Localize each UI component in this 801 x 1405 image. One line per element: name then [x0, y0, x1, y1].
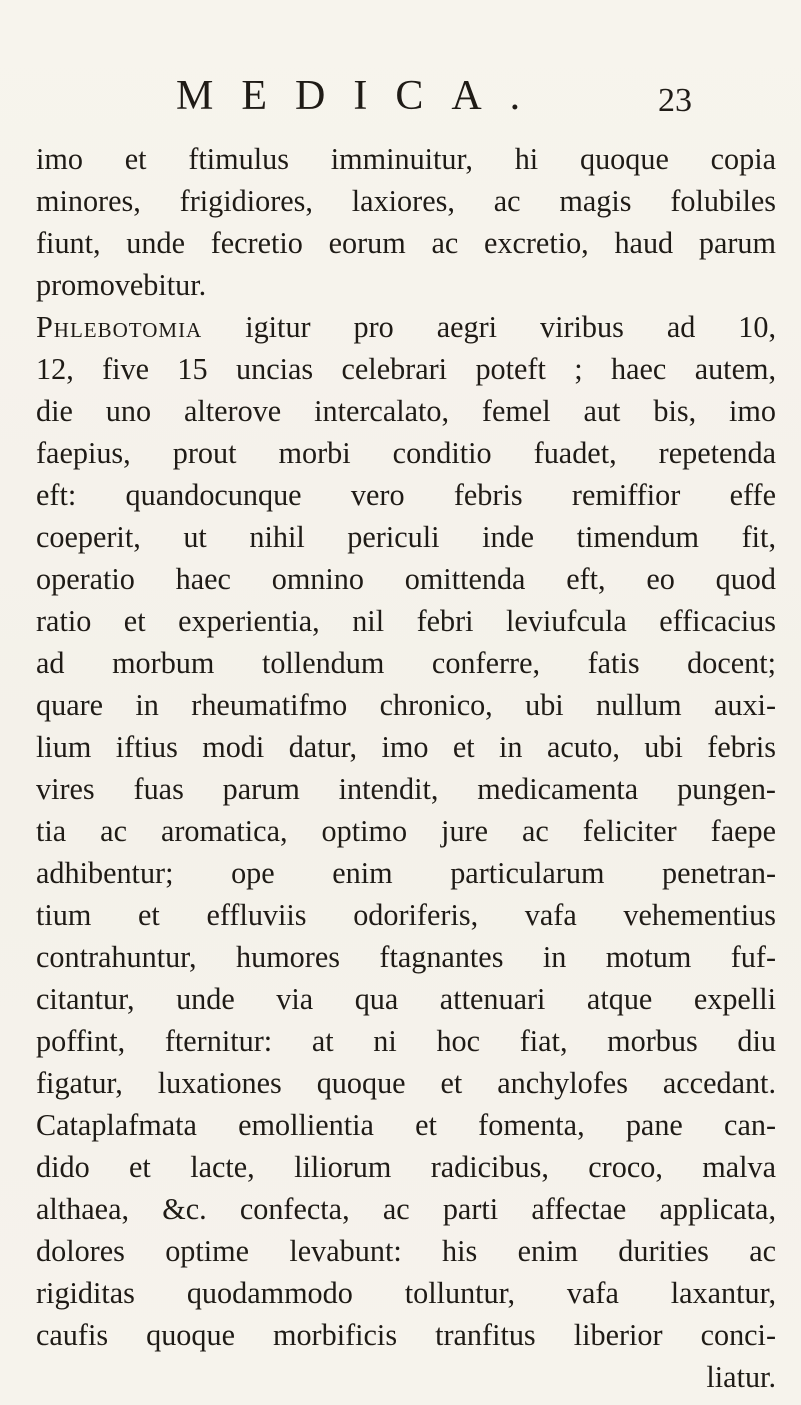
- text-line-12: ratio et experientia, nil febri leviufcula efficacius: [36, 604, 776, 638]
- text-line-18: adhibentur; ope enim particularum penetran-: [36, 856, 776, 890]
- text-line-21: citantur, unde via qua attenuari atque expelli: [36, 982, 776, 1016]
- text-line-5: [36, 306, 776, 348]
- phlebotomia-word: Phlebotomia: [36, 310, 203, 344]
- text-line-8: faepius, prout morbi conditio fuadet, repetenda: [36, 436, 776, 470]
- text-line-23: figatur, luxationes quoque et anchylofes accedant.: [36, 1066, 776, 1100]
- text-line-20: contrahuntur, humores ftagnantes in motum fuf-: [36, 940, 776, 974]
- text-line-5-rest: igitur pro aegri viribus ad 10,: [245, 310, 776, 344]
- text-line-13: ad morbum tollendum conferre, fatis docent;: [36, 646, 776, 680]
- text-line-1: imo et ftimulus imminuitur, hi quoque copia: [36, 142, 776, 176]
- text-line-14: quare in rheumatifmo chronico, ubi nullum auxi-: [36, 688, 776, 722]
- text-line-17: tia ac aromatica, optimo jure ac feliciter faepe: [36, 814, 776, 848]
- running-title: MEDICA.: [176, 73, 549, 119]
- text-line-16: vires fuas parum intendit, medicamenta pungen-: [36, 772, 776, 806]
- text-line-15: lium iftius modi datur, imo et in acuto, ubi febris: [36, 730, 776, 764]
- text-line-28: rigiditas quodammodo tolluntur, vafa laxantur,: [36, 1276, 776, 1310]
- page-number: 23: [658, 82, 692, 119]
- text-line-6: 12, five 15 uncias celebrari poteft ; haec autem,: [36, 352, 776, 386]
- text-line-27: dolores optime levabunt: his enim durities ac: [36, 1234, 776, 1268]
- text-line-22: poffint, fternitur: at ni hoc fiat, morbus diu: [36, 1024, 776, 1058]
- text-line-25: dido et lacte, liliorum radicibus, croco, malva: [36, 1150, 776, 1184]
- text-line-26: althaea, &c. confecta, ac parti affectae applicata,: [36, 1192, 776, 1226]
- page-header: [0, 72, 801, 122]
- text-line-11: operatio haec omnino omittenda eft, eo quod: [36, 562, 776, 596]
- text-line-3: fiunt, unde fecretio eorum ac excretio, haud parum: [36, 226, 776, 260]
- text-line-19: tium et effluviis odoriferis, vafa vehementius: [36, 898, 776, 932]
- text-line-4: promovebitur.: [36, 268, 207, 302]
- text-line-9: eft: quandocunque vero febris remiffior effe: [36, 478, 776, 512]
- text-line-29: caufis quoque morbificis tranfitus liberior conci-: [36, 1318, 776, 1352]
- text-line-30: liatur.: [706, 1360, 776, 1394]
- text-line-24: Cataplafmata emollientia et fomenta, pane can-: [36, 1108, 776, 1142]
- text-line-10: coeperit, ut nihil periculi inde timendum fit,: [36, 520, 776, 554]
- body-text: [36, 138, 776, 1398]
- text-line-7: die uno alterove intercalato, femel aut bis, imo: [36, 394, 776, 428]
- text-line-2: minores, frigidiores, laxiores, ac magis folubiles: [36, 184, 776, 218]
